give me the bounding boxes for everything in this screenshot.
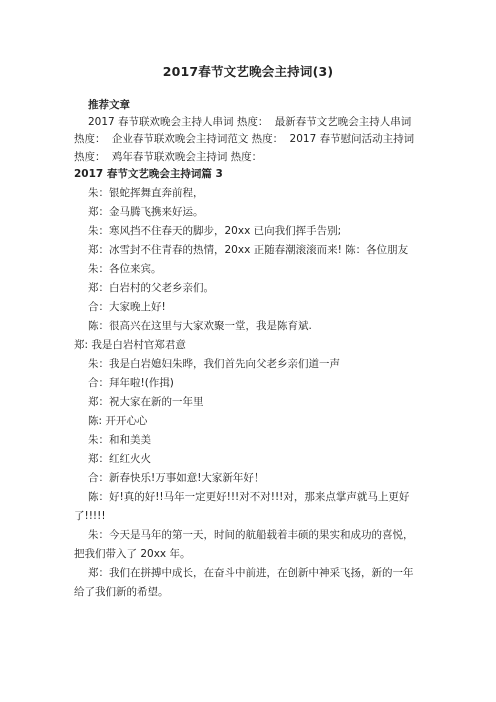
- script-line: 朱：我是白岩媳妇朱晔，我们首先向父老乡亲们道一声: [88, 357, 340, 370]
- script-line: 朱：今天是马年的第一天，时间的航船载着丰硕的果实和成功的喜悦，把我们带入了 20xx 年。: [74, 528, 414, 560]
- script-line: 合：新春快乐!万事如意!大家新年好！: [88, 471, 265, 484]
- script-line: 陈：很高兴在这里与大家欢聚一堂，我是陈育斌.: [88, 319, 312, 332]
- script-line: 郑：红红火火: [88, 452, 151, 465]
- section-title: 2017 春节文艺晚会主持词篇 3: [74, 168, 223, 181]
- script-line: 郑: 我是白岩村官郑君意: [74, 338, 186, 351]
- recommended-article-link[interactable]: 最新春节文艺晚会主持人串词 热度：: [74, 116, 412, 146]
- script-line: 朱：各位来宾。: [88, 262, 162, 275]
- script-line: 合：拜年啦!(作揖): [88, 376, 174, 389]
- script-line: 郑：我们在拼搏中成长，在奋斗中前进，在创新中神采飞扬，新的一年给了我们新的希望。: [74, 566, 414, 598]
- document-title: 2017春节文艺晚会主持词(3): [162, 64, 334, 79]
- recommended-article-link[interactable]: 2017 春节联欢晚会主持人串词 热度：: [88, 116, 269, 128]
- recommended-article-link[interactable]: 2017 春节慰问活动主持词 热度：: [74, 133, 415, 163]
- script-line: 郑：祝大家在新的一年里: [88, 395, 204, 408]
- recommended-article-link[interactable]: 企业春节联欢晚会主持词范文 热度：: [111, 133, 284, 146]
- recommended-article-link[interactable]: 鸡年春节联欢晚会主持词 热度：: [111, 150, 263, 163]
- recommended-articles-list: [74, 114, 422, 166]
- script-line: 朱：和和美美: [88, 433, 151, 446]
- script-line: 朱：银蛇挥舞直奔前程，: [88, 186, 204, 199]
- script-line: 陈：好!真的好!!马年一定更好!!!对不对!!!对，那来点掌声就马上更好了!!!!!: [74, 490, 410, 522]
- script-line: 郑：冰雪封不住青春的热情，20xx 正随春潮滚滚而来! 陈：各位朋友: [88, 243, 409, 256]
- script-line: 合：大家晚上好!: [88, 300, 166, 313]
- script-line: 朱：寒风挡不住春天的脚步，20xx 已向我们挥手告别;: [88, 224, 342, 237]
- script-lines: [74, 184, 422, 602]
- script-line: 陈: 开开心心: [88, 414, 148, 427]
- recommended-articles-heading: 推荐文章: [88, 99, 130, 111]
- script-line: 郑：金马腾飞携来好运。: [88, 205, 204, 218]
- script-line: 郑：白岩村的父老乡亲们。: [88, 281, 214, 294]
